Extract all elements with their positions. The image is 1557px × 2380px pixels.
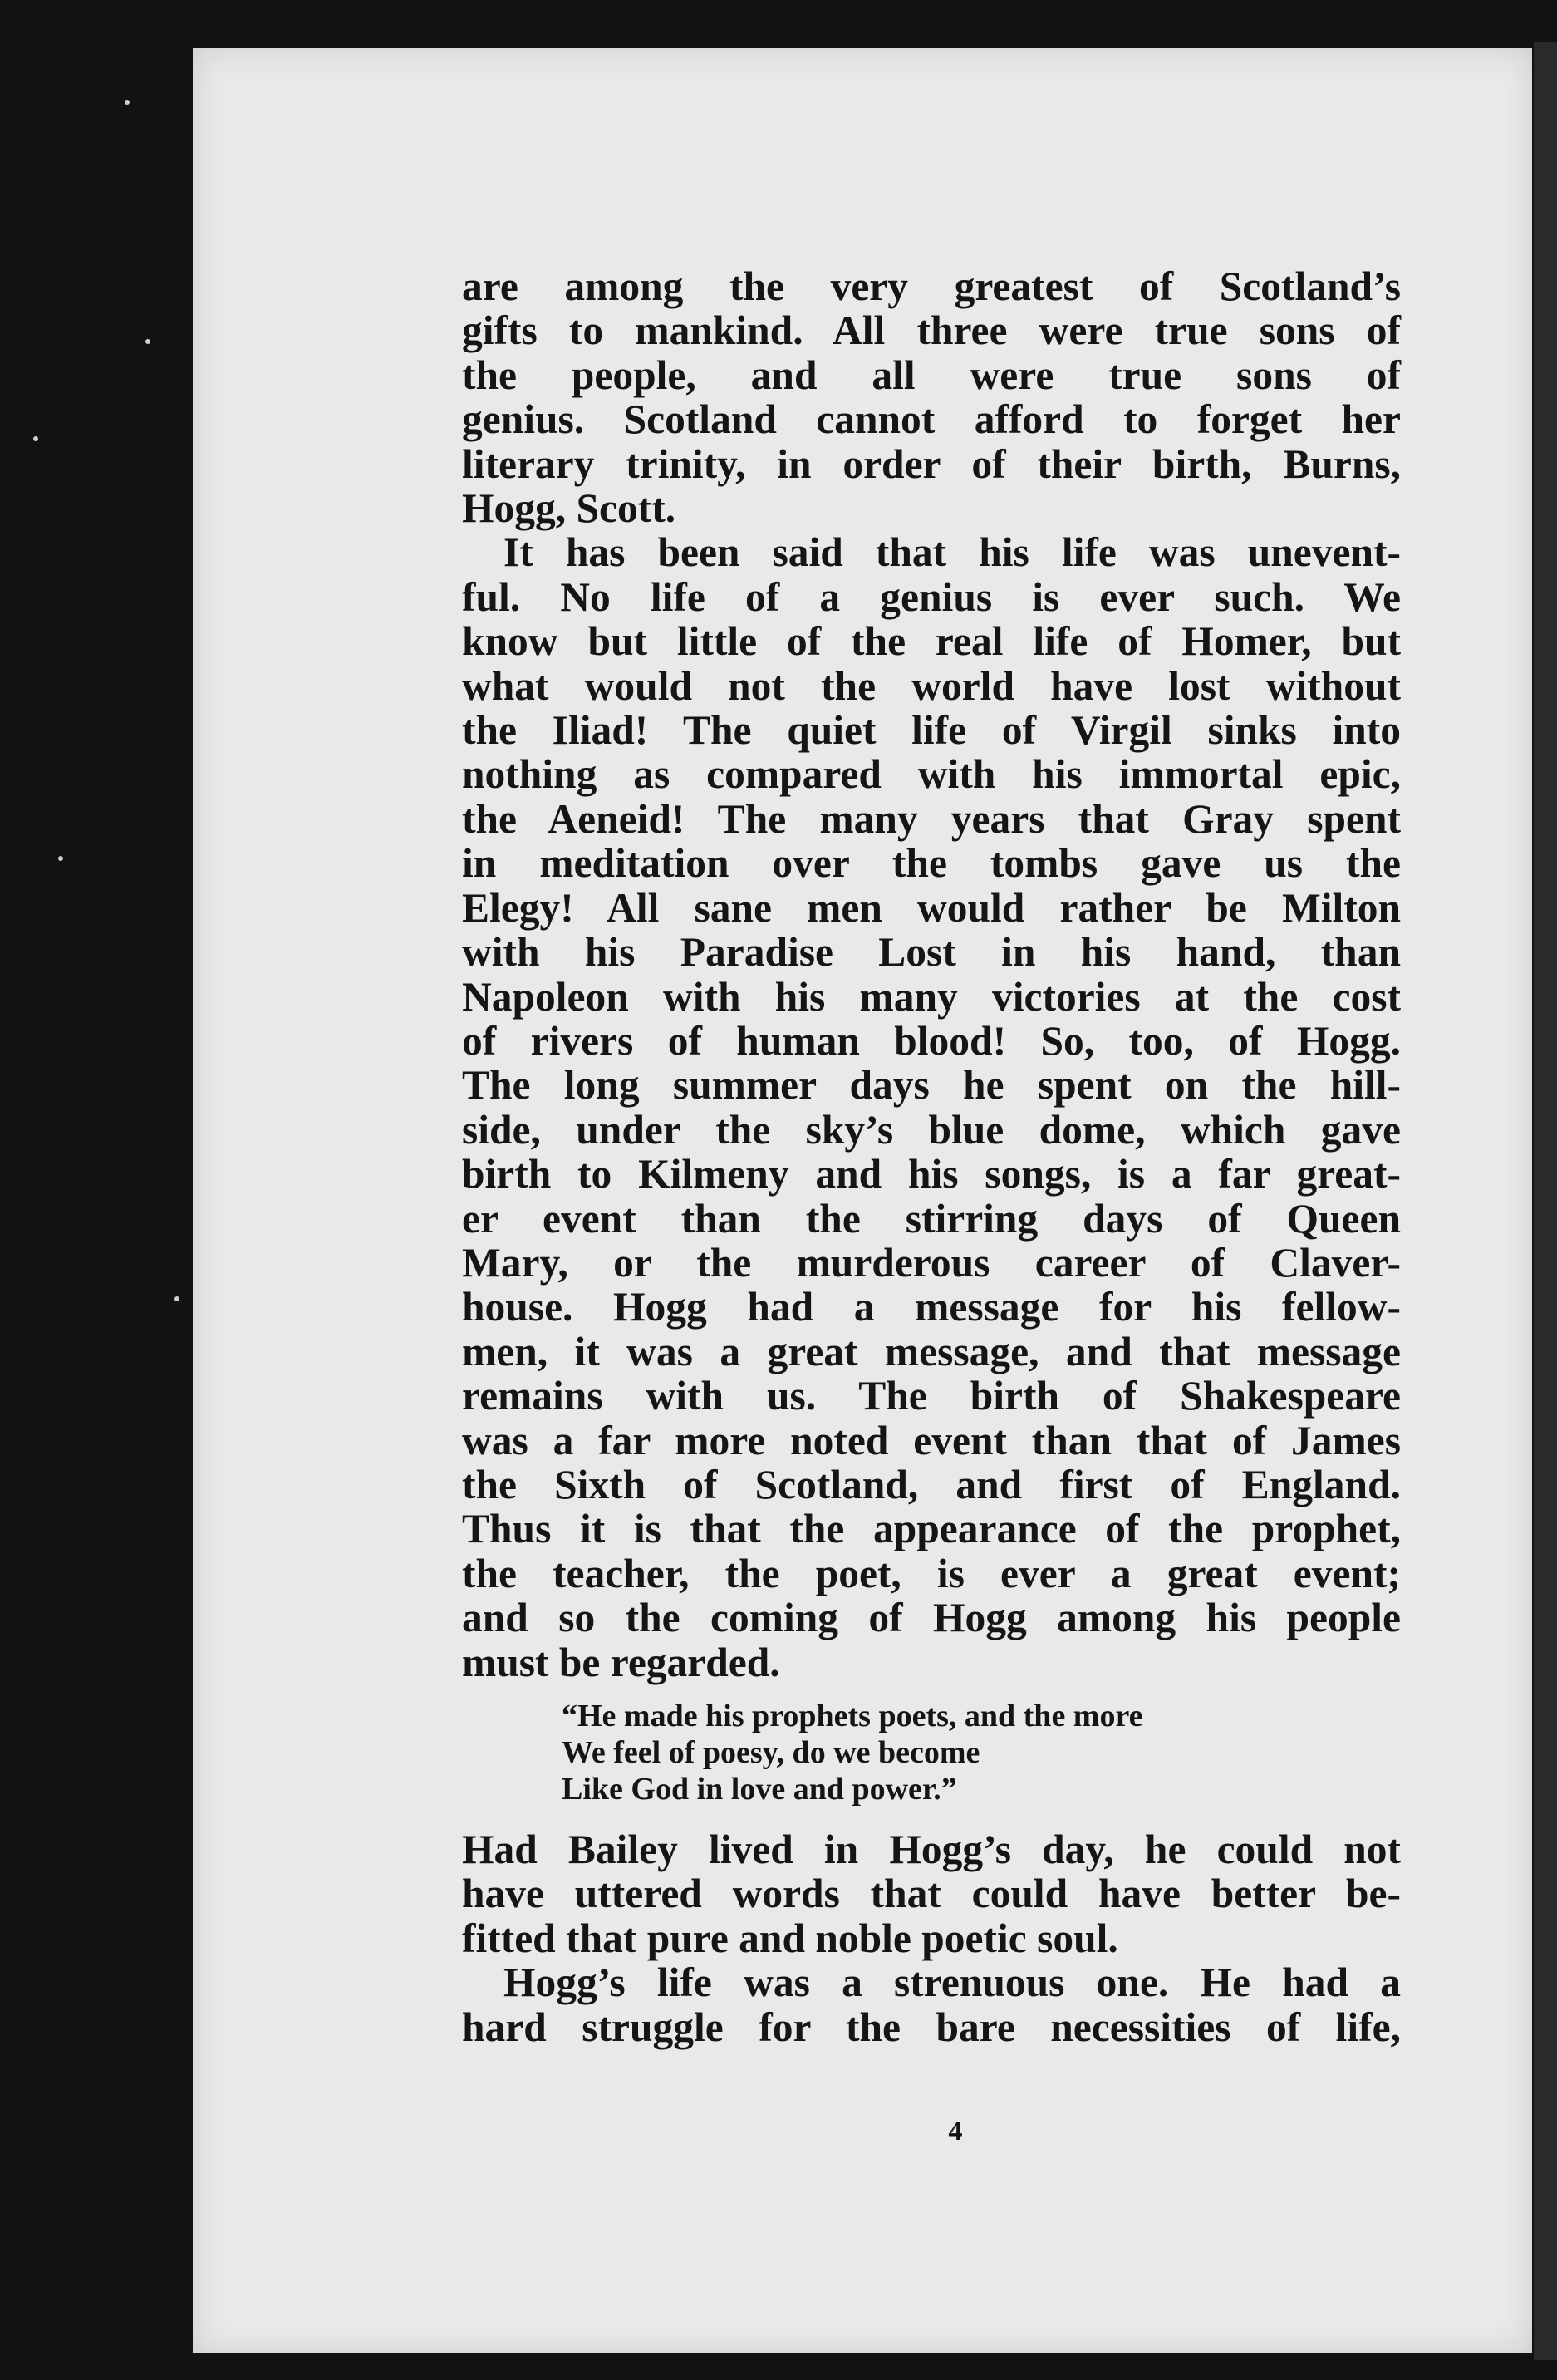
text-line: Hogg’s life was a strenuous one. He had a: [503, 1960, 1401, 2006]
text-line: gifts to mankind. All three were true sons of: [462, 307, 1401, 354]
paragraph: [462, 1960, 1401, 2049]
scan-speck: [174, 1296, 179, 1301]
text-line: what would not the world have lost without: [462, 662, 1401, 709]
text-line: men, it was a great message, and that message: [462, 1328, 1401, 1374]
text-line: The long summer days he spent on the hill-: [462, 1062, 1401, 1109]
text-line: Hogg, Scott.: [462, 485, 676, 532]
text-line: was a far more noted event than that of James: [462, 1417, 1401, 1463]
text-line: er event than the stirring days of Queen: [462, 1195, 1401, 1242]
scan-speck: [125, 100, 130, 105]
paragraph: [462, 264, 1401, 530]
text-line: birth to Kilmeny and his songs, is a far great-: [462, 1151, 1401, 1197]
text-line: Thus it is that the appearance of the prophet,: [462, 1506, 1401, 1552]
text-line: the Aeneid! The many years that Gray spent: [462, 795, 1401, 842]
text-line: with his Paradise Lost in his hand, than: [462, 929, 1401, 976]
quote-line: Like God in love and power.”: [562, 1772, 957, 1807]
body-text: [462, 264, 1401, 2049]
scan-speck: [33, 436, 38, 441]
text-line: genius. Scotland cannot afford to forget her: [462, 396, 1401, 443]
text-line: literary trinity, in order of their birth, Burns,: [462, 440, 1401, 487]
text-line: Mary, or the murderous career of Claver-: [462, 1239, 1401, 1286]
text-line: nothing as compared with his immortal epic,: [462, 751, 1401, 798]
text-line: the teacher, the poet, is ever a great event;: [462, 1550, 1401, 1596]
text-line: remains with us. The birth of Shakespeare: [462, 1373, 1401, 1419]
text-line: It has been said that his life was unevent-: [503, 529, 1401, 576]
scan-speck: [58, 856, 63, 861]
text-line: fitted that pure and noble poetic soul.: [462, 1915, 1118, 1961]
quote-line: We feel of poesy, do we become: [562, 1735, 980, 1770]
quote-line: “He made his prophets poets, and the more: [562, 1699, 1143, 1733]
text-line: know but little of the real life of Homer, but: [462, 618, 1401, 665]
text-line: the Iliad! The quiet life of Virgil sinks into: [462, 707, 1401, 754]
paragraph: [462, 1827, 1401, 1960]
text-line: are among the very greatest of Scotland’s: [462, 263, 1401, 309]
text-line: Had Bailey lived in Hogg’s day, he could not: [462, 1827, 1401, 1872]
text-line: the Sixth of Scotland, and first of England.: [462, 1461, 1401, 1507]
text-line: Elegy! All sane men would rather be Milton: [462, 884, 1401, 931]
text-line: in meditation over the tombs gave us the: [462, 840, 1401, 887]
verse-quotation: [562, 1698, 1401, 1807]
text-line: of rivers of human blood! So, too, of Hogg.: [462, 1017, 1401, 1064]
text-line: Napoleon with his many victories at the cost: [462, 973, 1401, 1020]
scan-speck: [145, 339, 150, 344]
text-line: the people, and all were true sons of: [462, 352, 1401, 398]
text-line: and so the coming of Hogg among his people: [462, 1595, 1401, 1641]
text-line: must be regarded.: [462, 1639, 780, 1685]
text-line: ful. No life of a genius is ever such. We: [462, 573, 1401, 620]
text-line: side, under the sky’s blue dome, which gave: [462, 1106, 1401, 1153]
text-line: hard struggle for the bare necessities of life,: [462, 2004, 1401, 2050]
page-number: 4: [948, 2116, 963, 2146]
paragraph: [462, 530, 1401, 1684]
adjacent-page-edge: [1534, 42, 1557, 2360]
text-line: have uttered words that could have better be-: [462, 1871, 1401, 1917]
text-line: house. Hogg had a message for his fellow-: [462, 1284, 1401, 1330]
